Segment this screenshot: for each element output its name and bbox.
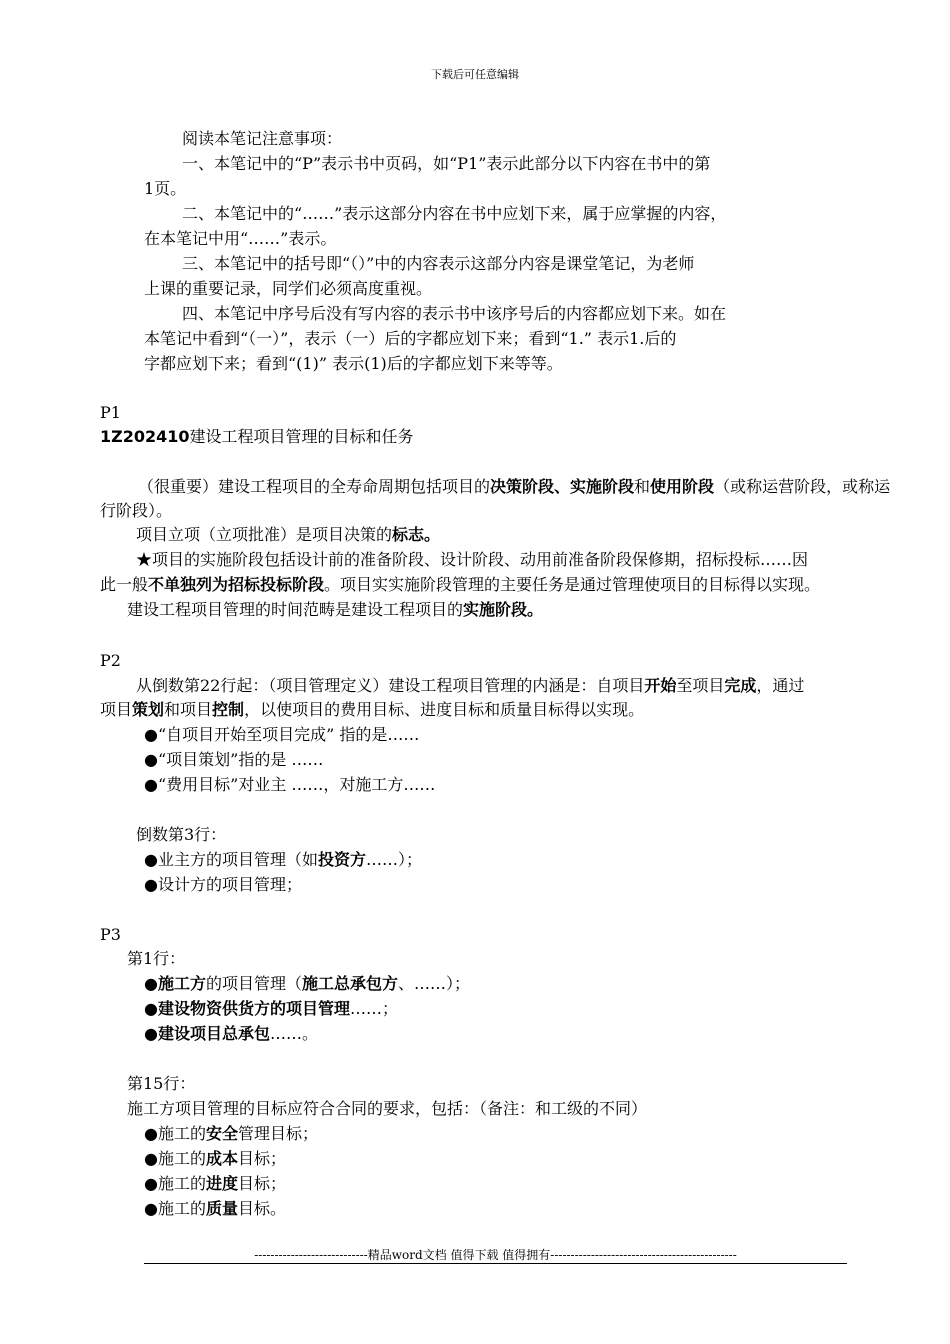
bold-text: 质量: [205, 1199, 238, 1218]
note-4-line-1: 四、本笔记中序号后没有写内容的表示书中该序号后的内容都应划下来。如在: [182, 304, 727, 323]
text: ●施工的: [144, 1149, 206, 1168]
section-code: 1Z202410: [100, 427, 190, 446]
p1-line-6: [127, 598, 543, 622]
p3-party-item: [144, 972, 470, 996]
bold-text: 安全: [205, 1124, 238, 1143]
note-2-line-1: 二、本笔记中的“……”表示这部分内容在书中应划下来，属于应掌握的内容，: [182, 204, 727, 223]
text: ●业主方的项目管理（如: [144, 850, 318, 869]
p1-line-4: ★项目的实施阶段包括设计前的准备阶段、设计阶段、动用前准备阶段保修期，招标投标……因: [136, 550, 809, 569]
notes-title: 阅读本笔记注意事项：: [182, 129, 343, 148]
note-4-line-2: 本笔记中看到“（一）”，表示（一）后的字都应划下来；看到“1.” 表示1.后的: [144, 329, 677, 348]
page-ref-p1: P1: [100, 403, 121, 422]
text: ……）；: [365, 850, 422, 869]
bold-text: 使用阶段: [650, 477, 715, 496]
bold-text: 成本: [205, 1149, 238, 1168]
p2-subheading: 倒数第3行：: [136, 825, 227, 844]
p2-line-1: [136, 674, 804, 698]
p1-line-5: [100, 573, 820, 597]
bold-text: 控制: [212, 700, 245, 719]
page-ref-p3: P3: [100, 925, 121, 944]
text: ●施工的: [144, 1174, 206, 1193]
note-2-line-2: 在本笔记中用“……”表示。: [144, 229, 337, 248]
text: ●施工的: [144, 1199, 206, 1218]
p3-intro: 施工方项目管理的目标应符合合同的要求，包括：（备注：和工级的不同）: [127, 1099, 648, 1118]
bold-text: 投资方: [317, 850, 366, 869]
text: 管理目标；: [237, 1124, 318, 1143]
p3-line-label: 第1行：: [127, 949, 186, 968]
text: （或称运营阶段，或称运: [714, 477, 891, 496]
p2-bullet: ●“自项目开始至项目完成” 指的是……: [144, 725, 420, 744]
text: ，通过: [756, 676, 805, 695]
bold-text: 策划: [132, 700, 165, 719]
p2-owner-item: ●设计方的项目管理；: [144, 875, 302, 894]
section-title: 建设工程项目管理的目标和任务: [189, 427, 414, 446]
p3-party-item: [144, 997, 398, 1021]
text: 建设工程项目管理的时间范畴是建设工程项目的: [127, 600, 464, 619]
bold-text: 决策阶段、实施阶段: [490, 477, 635, 496]
bold-text: 施工方: [157, 974, 206, 993]
bold-text: 完成: [724, 676, 757, 695]
bullet: ●: [144, 974, 158, 993]
text: ……。: [269, 1024, 318, 1043]
text: 目标；: [237, 1149, 286, 1168]
text: 目标；: [237, 1174, 286, 1193]
text: 、……）；: [398, 974, 471, 993]
p3-party-item: [144, 1022, 318, 1046]
page-ref-p2: P2: [100, 651, 121, 670]
p2-bullet: ●“费用目标”对业主 ……，对施工方……: [144, 775, 436, 794]
p2-bullet: ●“项目策划”指的是 ……: [144, 750, 324, 769]
text: 项目立项（立项批准）是项目决策的: [136, 525, 393, 544]
bullet: ●: [144, 1024, 158, 1043]
bold-text: 不单独列为招标投标阶段: [148, 575, 325, 594]
bold-text: 施工总承包方: [302, 974, 399, 993]
bold-text: 进度: [205, 1174, 238, 1193]
page-footer: ----------------------------精品word文档 值得下载 值得拥有----------------------------------------------: [254, 1248, 737, 1262]
text: ，以使项目的费用目标、进度目标和质量目标得以实现。: [244, 700, 645, 719]
text: 此一般: [100, 575, 149, 594]
p1-line-1: [138, 475, 890, 499]
text: ●施工的: [144, 1124, 206, 1143]
p1-line-2: 行阶段）。: [100, 501, 173, 520]
text: 。项目实实施阶段管理的主要任务是通过管理使项目的目标得以实现。: [324, 575, 821, 594]
note-3-line-1: 三、本笔记中的括号即“（）”中的内容表示这部分内容是课堂笔记，为老师: [182, 254, 695, 273]
bold-text: 建设物资供货方的项目管理: [157, 999, 350, 1018]
bold-text: 标志。: [392, 525, 441, 544]
p3-goal-item: [144, 1197, 286, 1221]
note-4-line-3: 字都应划下来；看到“(1)” 表示(1)后的字都应划下来等等。: [144, 354, 563, 373]
text: 从倒数第22行起：（项目管理定义）建设工程项目管理的内涵是：自项目: [136, 676, 645, 695]
p2-line-2: [100, 698, 644, 722]
text: 的项目管理（: [205, 974, 302, 993]
bold-text: 实施阶段。: [463, 600, 544, 619]
text: 目标。: [237, 1199, 286, 1218]
p1-line-3: [136, 523, 440, 547]
bold-text: 建设项目总承包: [157, 1024, 270, 1043]
p3-goal-item: [144, 1172, 286, 1196]
text: （很重要）建设工程项目的全寿命周期包括项目的: [138, 477, 491, 496]
text: 至项目: [676, 676, 725, 695]
footer-rule: [144, 1263, 847, 1264]
note-3-line-2: 上课的重要记录，同学们必须高度重视。: [144, 279, 433, 298]
bold-text: 开始: [644, 676, 677, 695]
p3-line-label: 第15行：: [127, 1074, 196, 1093]
text: 项目: [100, 700, 133, 719]
p2-owner-item: [144, 848, 422, 872]
note-1-line-2: 1页。: [144, 179, 187, 198]
bullet: ●: [144, 999, 158, 1018]
text: ……；: [349, 999, 398, 1018]
p3-goal-item: [144, 1122, 318, 1146]
section-heading: [100, 425, 414, 449]
text: 和项目: [164, 700, 213, 719]
text: 和: [634, 477, 651, 496]
page-header: 下载后可任意编辑: [431, 68, 519, 81]
p3-goal-item: [144, 1147, 286, 1171]
note-1-line-1: 一、本笔记中的“P”表示书中页码，如“P1”表示此部分以下内容在书中的第: [182, 154, 711, 173]
